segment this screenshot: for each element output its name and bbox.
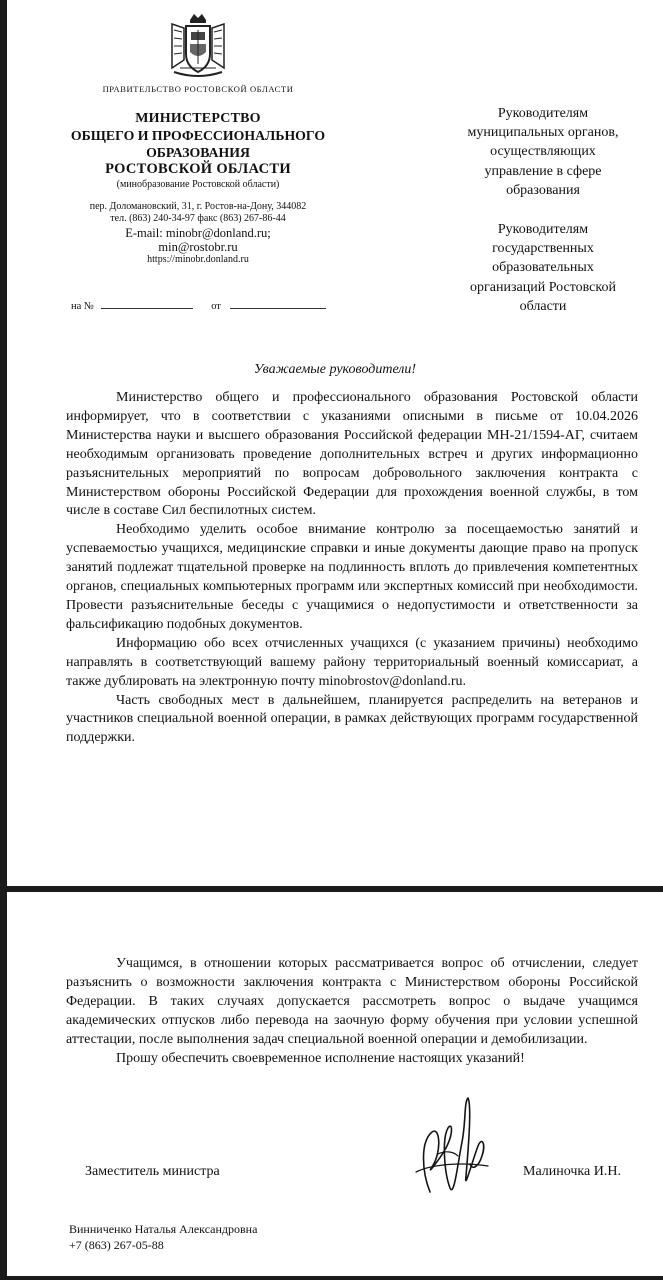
- addressee-line: организаций Ростовской: [470, 279, 616, 295]
- date-blank: [230, 300, 326, 309]
- ministry-line-3: ОБРАЗОВАНИЯ: [146, 145, 250, 160]
- handwritten-signature: [402, 1092, 502, 1212]
- signer-name: Малиночка И.Н.: [523, 1164, 621, 1179]
- executor-phone: +7 (863) 267-05-88: [69, 1237, 164, 1252]
- ministry-line-2: ОБЩЕГО И ПРОФЕССИОНАЛЬНОГО: [70, 128, 326, 143]
- salutation: Уважаемые руководители!: [253, 362, 417, 377]
- date-label: от: [211, 301, 221, 312]
- addressee-line: управление в сфере: [484, 163, 602, 179]
- addressee-line: области: [519, 298, 567, 314]
- ministry-line-1: МИНИСТЕРСТВО: [135, 111, 261, 126]
- addressee-line: Руководителям: [497, 222, 589, 238]
- signer-position: Заместитель министра: [85, 1164, 220, 1179]
- email-line-2: min@rostobr.ru: [158, 239, 238, 254]
- addressee-block: [437, 104, 649, 316]
- phones: тел. (863) 240-34-97 факс (863) 267-86-44: [110, 213, 286, 225]
- registration-line: [71, 300, 326, 312]
- government-name: ПРАВИТЕЛЬСТВО РОСТОВСКОЙ ОБЛАСТИ: [102, 84, 294, 94]
- addressee-line: муниципальных органов,: [467, 125, 619, 141]
- body-paragraph: Прошу обеспечить своевременное исполнение настоящих указаний!: [116, 1050, 525, 1066]
- body-paragraph: Министерство общего и профессионального образования Ростовской области информирует, что в соответствии с указаниями описными в письме от 10.04.2026 Министерства науки и высшего образования Российской федерации МН-21/1594-АГ, считаем необходимым организовать проведение дополнительных встреч и других информационно разъяснительных мероприятий по вопросам добровольного заключения контракта с Министерством обороны Российской Федерации для прохождения военной службы, в том числе в составе Сил беспилотных систем.: [66, 390, 638, 519]
- letter-body-page-2: [66, 955, 638, 1068]
- addressee-group-2: [437, 220, 649, 316]
- body-paragraph: Необходимо уделить особое внимание контролю за посещаемостью занятий и успеваемостью учащихся, медицинские справки и иные документы дающие право на пропуск занятий подлежат тщательной проверке на подлинность вплоть до привлечения компетентных органов, специальных компьютерных программ или экспертных комиссий при необходимости. Провести разъяснительные беседы с учащимися о недопустимости и ответственности за фальсификацию подобных документов.: [66, 522, 638, 632]
- body-paragraph: Учащимся, в отношении которых рассматривается вопрос об отчислении, следует разъяснить о возможности заключения контракта с Министерством обороны Российской Федерации. В таких случаях допускается рассмотреть вопрос о выдаче учащимся академических отпусков либо перевода на заочную форму обучения при условии успешной аттестации, после выполнения задач специальной военной операции и демобилизации.: [66, 956, 638, 1047]
- body-paragraph: Часть свободных мест в дальнейшем, планируется распределить на ветеранов и участников специальной военной операции, в рамках действующих программ государственной поддержки.: [66, 692, 638, 746]
- addressee-line: Руководителям: [497, 106, 589, 121]
- executor-info: [69, 1222, 257, 1253]
- ministry-contacts: [7, 201, 389, 266]
- email-line-1: E-mail: minobr@donland.ru;: [125, 225, 271, 240]
- addressee-line: образования: [506, 182, 580, 198]
- number-label: на №: [71, 301, 94, 312]
- letter-page-2: [7, 892, 663, 1276]
- addressee-line: осуществляющих: [490, 144, 596, 160]
- executor-name: Винниченко Наталья Александровна: [69, 1222, 258, 1236]
- addressee-group-1: [437, 104, 649, 200]
- website: https://minobr.donland.ru: [147, 253, 249, 265]
- coat-of-arms-icon: [164, 10, 232, 80]
- ministry-name: [7, 110, 389, 178]
- addressee-line: образовательных: [492, 260, 594, 276]
- letter-page-1: [7, 0, 663, 886]
- number-blank: [101, 300, 193, 309]
- addressee-line: государственных: [492, 241, 594, 257]
- ministry-line-4: РОСТОВСКОЙ ОБЛАСТИ: [105, 161, 291, 177]
- address: пер. Доломановский, 31, г. Ростов-на-Дону, 344082: [89, 201, 307, 212]
- body-paragraph: Информацию обо всех отчисленных учащихся (с указанием причины) необходимо направлять в соответствующий вашему району территориальный военный комиссариат, а также дублировать на электронную почту minobrostov@donland.ru.: [66, 635, 638, 689]
- ministry-short-name: (минобразование Ростовской области): [116, 179, 280, 190]
- letter-body-page-1: [66, 389, 638, 748]
